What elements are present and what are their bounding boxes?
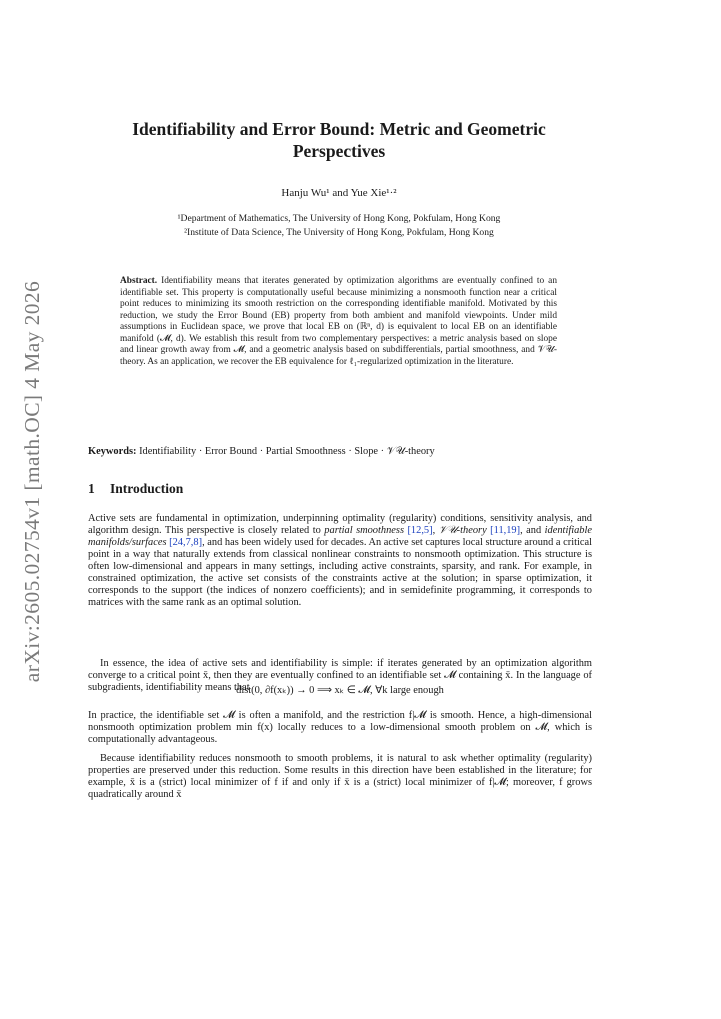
paragraph-1-text-c: , and has been widely used for decades. An active set captures local structure around a critical point in a way that naturally extends from classical nonlinear constraints to nonsmooth optimization. This structure is often low-dimensional and appears in many settings, including active constraints, sparsity, and rank. For example, in constrained optimization, the active set consists of the constraints active at the solution; in sparse optimization, it corresponds to the support (the indices of nonzero coefficients); and in semidefinite programming, it corresponds to matrices with the same rank as an optimal solution.: [88, 537, 592, 609]
section-heading: [88, 481, 183, 497]
keywords-label: Keywords:: [88, 446, 137, 457]
citation-link[interactable]: [12,5]: [407, 525, 433, 537]
section-title: Introduction: [110, 481, 184, 496]
citation-link[interactable]: [24,7,8]: [169, 537, 203, 549]
paragraph-3: In practice, the identifiable set 𝓜 is often a manifold, and the restriction f|𝓜 is smooth. Hence, a high-dimensional nonsmooth optimization problem min f(x) locally reduces to a low-dimensional smooth problem on 𝓜, which is computationally advantageous.: [88, 710, 592, 746]
authors: Hanju Wu¹ and Yue Xie¹·²: [281, 187, 397, 199]
abstract-text: Identifiability means that iterates generated by optimization algorithms are eventually confined to an identifiable set. This property is computationally useful because minimizing a nonsmooth function near a critical point reduces to minimizing its smooth restriction on the corresponding identifiable manifold. Motivated by this reduction, we study the Error Bound (EB) property from both ambient and manifold viewpoints. Under mild assumptions in Euclidean space, we prove that local EB on (ℝⁿ, d) is equivalent to local EB on an identifiable manifold (𝓜, d). We establish this result from two complementary perspectives: a metric analysis based on slope and linear growth away from 𝓜, and a geometric analysis based on subdifferentials, partial smoothness, and 𝒱𝒰-theory. As an application, we recover the EB equivalence for ℓ₁-regularized optimization in the literature.: [120, 276, 557, 367]
term-partial-smoothness: partial smoothness: [324, 525, 404, 537]
paragraph-4: Because identifiability reduces nonsmooth to smooth problems, it is natural to ask whether optimality (regularity) properties are preserved under this reduction. Some results in this direction have been established in the literature; for example, x̄ is a (strict) local minimizer of f if and only if x̄ is a (strict) local minimizer of f|𝓜; moreover, f grows quadratically around x̄: [88, 753, 592, 801]
keywords-text: Identifiability · Error Bound · Partial Smoothness · Slope · 𝒱𝒰-theory: [139, 446, 435, 457]
arxiv-identifier: arXiv:2605.02754v1 [math.OC] 4 May 2026: [20, 280, 45, 682]
paper-title: Identifiability and Error Bound: Metric and Geometric Perspectives: [132, 119, 546, 161]
abstract-label: Abstract.: [120, 276, 158, 286]
arxiv-side-stamp: [18, 280, 48, 682]
abstract: [120, 276, 557, 368]
paragraph-1-text-b: , and: [520, 525, 545, 537]
section-number: 1: [88, 481, 95, 496]
affiliation-1: ¹Department of Mathematics, The University of Hong Kong, Pokfulam, Hong Kong: [177, 213, 501, 224]
citation-link[interactable]: [11,19]: [490, 525, 521, 537]
paragraph-1-text-a: Active sets are fundamental in optimization, underpinning optimality (regularity) conditions, sensitivity analysis, and algorithm design. This perspective is closely related to: [88, 513, 592, 537]
paragraph-2: In essence, the idea of active sets and identifiability is simple: if iterates generated by an optimization algorithm converge to a critical point x̄, then they are eventually confined to an identifiable set 𝓜 containing x̄. In the language of subgradients, identifiability means that: [88, 658, 592, 694]
paragraph-1: Active sets are fundamental in optimization, underpinning optimality (regularity) conditions, sensitivity analysis, and algorithm design. This perspective is closely related to partial smoothness [12,5], 𝒱𝒰-theory [11,19], and identifiable manifolds/surfaces [24,7,8], and has been widely used for decades. An active set captures local structure around a critical point in a way that naturally extends from classical nonlinear constraints to nonsmooth optimization. This structure is often low-dimensional and appears in many settings, including active constraints, sparsity, and rank. For example, in constrained optimization, the active set consists of the constraints active at the solution; in sparse optimization, it corresponds to the support (the indices of nonzero coefficients); and in semidefinite programming, it corresponds to matrices with the same rank as an optimal solution.: [88, 513, 592, 609]
affiliation-2: ²Institute of Data Science, The University of Hong Kong, Pokfulam, Hong Kong: [184, 227, 494, 238]
term-identifiable-manifolds: identifiable manifolds/surfaces: [88, 525, 592, 549]
term-vu-theory: 𝒱𝒰-theory: [438, 525, 487, 537]
identifiability-equation: dist(0, ∂f(xₖ)) → 0 ⟹ xₖ ∈ 𝓜, ∀k large enough: [236, 685, 444, 696]
keywords: [88, 446, 592, 458]
